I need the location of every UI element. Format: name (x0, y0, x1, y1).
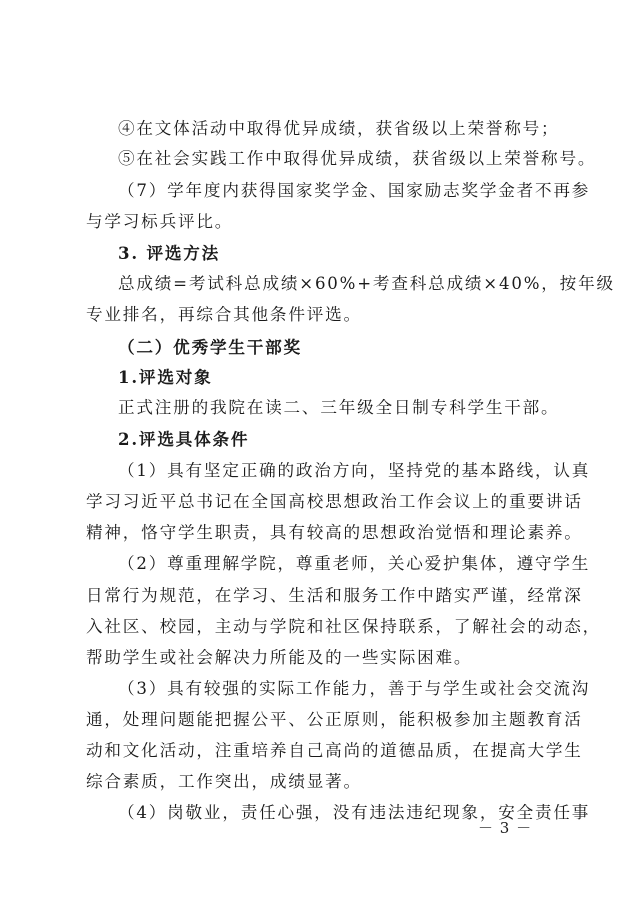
text-line-14: 精神，恪守学生职责，具有较高的思想政治觉悟和理论素养。 (86, 523, 583, 542)
text-line-23: （4）岗敬业，责任心强，没有违法违纪现象，安全责任事 (118, 803, 591, 822)
text-line-18: 帮助学生或社会解决力所能及的一些实际困难。 (86, 648, 473, 667)
text-line-6: 总成绩=考试科总成绩×60%+考查科总成绩×40%，按年级 (118, 274, 615, 293)
page-number: － 3 － (478, 819, 533, 837)
text-line-2: ⑤在社会实践工作中取得优异成绩，获省级以上荣誉称号。 (118, 149, 597, 168)
text-line-1: ④在文体活动中取得优异成绩，获省级以上荣誉称号； (118, 119, 560, 138)
text-line-3: （7）学年度内获得国家奖学金、国家励志奖学金者不再参 (118, 181, 591, 200)
text-line-7: 专业排名，再综合其他条件评选。 (86, 305, 362, 324)
text-line-12: （1）具有坚定正确的政治方向，坚持党的基本路线，认真 (118, 461, 591, 480)
text-line-15: （2）尊重理解学院，尊重老师，关心爱护集体，遵守学生 (118, 554, 591, 573)
section-heading-award: （二）优秀学生干部奖 (118, 337, 302, 357)
text-line-22: 综合素质，工作突出，成绩显著。 (86, 772, 362, 791)
text-line-10: 正式注册的我院在读二、三年级全日制专科学生干部。 (118, 398, 560, 417)
text-line-13: 学习习近平总书记在全国高校思想政治工作会议上的重要讲话 (86, 492, 583, 511)
text-line-19: （3）具有较强的实际工作能力，善于与学生或社会交流沟 (118, 679, 591, 698)
section-heading-target: 1.评选对象 (118, 367, 213, 387)
text-line-21: 动和文化活动，注重培养自己高尚的道德品质，在提高大学生 (86, 741, 583, 760)
text-line-20: 通，处理问题能把握公平、公正原则，能积极参加主题教育活 (86, 710, 583, 729)
section-heading-conditions: 2.评选具体条件 (118, 429, 250, 449)
section-heading-method: 3. 评选方法 (118, 243, 221, 263)
text-line-4: 与学习标兵评比。 (86, 212, 234, 231)
text-line-17: 入社区、校园，主动与学院和社区保持联系，了解社会的动态， (86, 617, 602, 636)
text-line-16: 日常行为规范，在学习、生活和服务工作中踏实严谨，经常深 (86, 586, 583, 605)
